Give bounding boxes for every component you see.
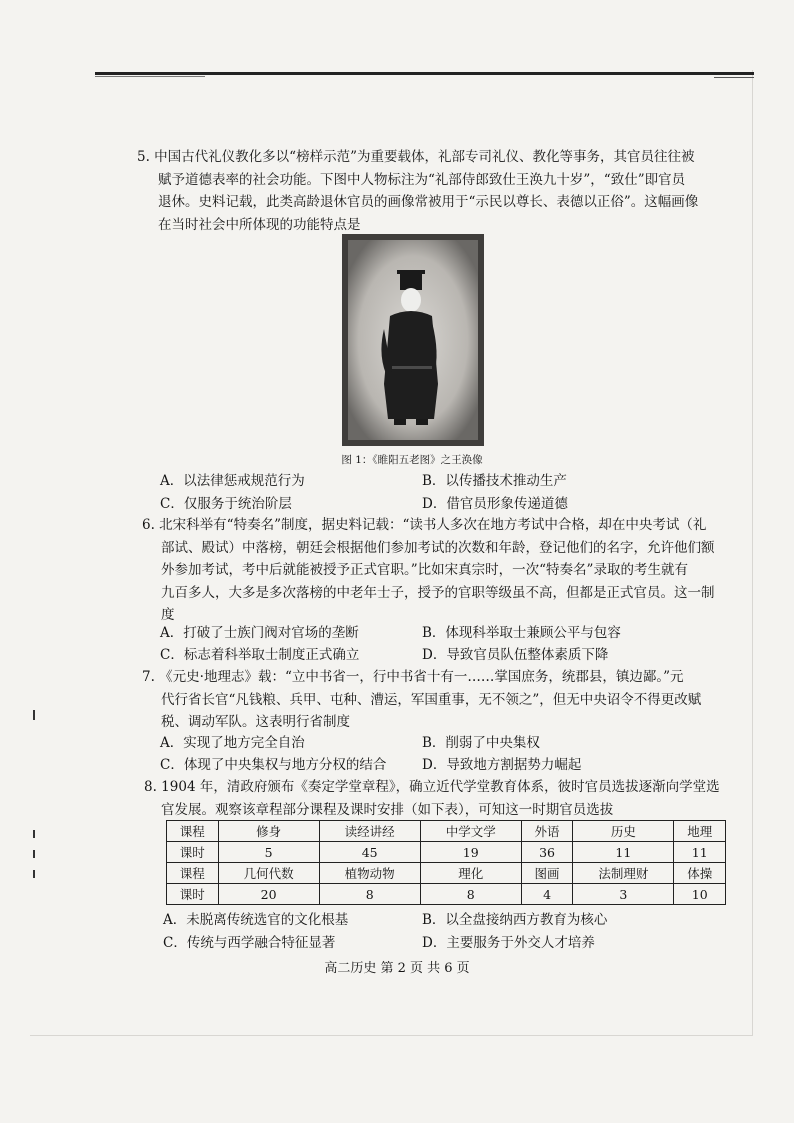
table-cell: 20 — [218, 884, 319, 905]
option-b[interactable]: B．以全盘接纳西方教育为核心 — [422, 912, 608, 928]
table-cell: 几何代数 — [218, 863, 319, 884]
option-b[interactable]: B．削弱了中央集权 — [422, 735, 540, 751]
table-cell: 11 — [674, 842, 726, 863]
table-cell: 3 — [573, 884, 674, 905]
table-cell: 地理 — [674, 821, 726, 842]
table-row — [167, 884, 726, 905]
table-cell: 法制理财 — [573, 863, 674, 884]
option-d[interactable]: D．借官员形象传递道德 — [422, 496, 568, 512]
margin-mark — [33, 870, 35, 878]
table-cell: 11 — [573, 842, 674, 863]
table-cell: 4 — [521, 884, 573, 905]
table-cell: 外语 — [521, 821, 573, 842]
margin-mark — [33, 710, 35, 720]
question-5-line: 5. 中国古代礼仪教化多以“榜样示范”为重要载体，礼部专司礼仪、教化等事务，其官员往往被 — [137, 149, 695, 165]
question-7-line: 7. 《元史·地理志》载：“立中书省一，行中书省十有一……掌国庶务，统郡县，镇边鄙。”元 — [142, 669, 684, 685]
table-cell: 36 — [521, 842, 573, 863]
question-7-line: 代行省长官“凡钱粮、兵甲、屯种、漕运，军国重事，无不领之”，但无中央诏令不得更改赋 — [161, 691, 702, 708]
option-c[interactable]: C．标志着科举取士制度正式确立 — [160, 647, 360, 663]
option-c[interactable]: C．仅服务于统治阶层 — [160, 496, 292, 512]
question-5-line: 赋予道德表率的社会功能。下图中人物标注为“礼部侍郎致仕王涣九十岁”，“致仕”即官员 — [158, 171, 686, 188]
header-rule — [95, 72, 754, 75]
question-5 — [137, 146, 717, 236]
question-8 — [144, 776, 724, 821]
table-cell: 历史 — [573, 821, 674, 842]
option-a[interactable]: A．打破了士族门阀对官场的垄断 — [160, 625, 359, 641]
margin-mark — [33, 850, 35, 858]
option-a[interactable]: A．以法律惩戒规范行为 — [160, 473, 305, 489]
table-row — [167, 863, 726, 884]
table-cell: 19 — [420, 842, 521, 863]
question-6-line: 部试、殿试）中落榜，朝廷会根据他们参加考试的次数和年龄，登记他们的名字，允许他们额 — [161, 539, 715, 556]
page-footer: 高二历史 第 2 页 共 6 页 — [324, 961, 470, 976]
table-cell: 中学文学 — [420, 821, 521, 842]
table-cell: 5 — [218, 842, 319, 863]
table-cell: 10 — [674, 884, 726, 905]
margin-mark — [33, 830, 35, 838]
table-cell: 读经讲经 — [319, 821, 420, 842]
option-c[interactable]: C．体现了中央集权与地方分权的结合 — [160, 757, 387, 773]
table-cell: 体操 — [674, 863, 726, 884]
table-cell: 植物动物 — [319, 863, 420, 884]
table-row — [167, 821, 726, 842]
portrait-figure — [342, 234, 484, 446]
table-cell: 8 — [319, 884, 420, 905]
table-cell: 理化 — [420, 863, 521, 884]
table-cell: 课程 — [167, 863, 219, 884]
option-c[interactable]: C．传统与西学融合特征显著 — [163, 935, 336, 951]
table-cell: 课时 — [167, 842, 219, 863]
table-row — [167, 842, 726, 863]
header-rule-thin-right — [714, 77, 754, 78]
question-7-line: 税、调动军队。这表明行省制度 — [161, 714, 350, 730]
table-cell: 8 — [420, 884, 521, 905]
option-b[interactable]: B．体现科举取士兼顾公平与包容 — [422, 625, 621, 641]
question-6 — [142, 514, 722, 627]
question-8-line: 8. 1904 年，清政府颁布《奏定学堂章程》，确立近代学堂教育体系，彼时官员选拔逐渐向学堂选 — [144, 779, 720, 795]
table-cell: 课程 — [167, 821, 219, 842]
option-a[interactable]: A．未脱离传统选官的文化根基 — [163, 912, 349, 928]
question-6-line: 外参加考试，考中后就能被授予正式官职。”比如宋真宗时，一次“特奏名”录取的考生就有 — [161, 562, 688, 578]
table-cell: 45 — [319, 842, 420, 863]
figure-caption: 图 1：《睢阳五老图》之王涣像 — [341, 454, 483, 466]
question-8-line: 官发展。观察该章程部分课程及课时安排（如下表），可知这一时期官员选拔 — [161, 801, 614, 818]
table-cell: 图画 — [521, 863, 573, 884]
question-6-line: 九百多人，大多是多次落榜的中老年士子，授予的官职等级虽不高，但都是正式官员。这一制 — [161, 584, 715, 601]
table-cell: 课时 — [167, 884, 219, 905]
option-d[interactable]: D．主要服务于外交人才培养 — [422, 935, 595, 951]
option-a[interactable]: A．实现了地方完全自治 — [160, 735, 305, 751]
header-rule-thin — [95, 76, 205, 77]
option-d[interactable]: D．导致官员队伍整体素质下降 — [422, 647, 609, 663]
option-b[interactable]: B．以传播技术推动生产 — [422, 473, 567, 489]
question-6-line: 6. 北宋科举有“特奏名”制度，据史料记载：“读书人多次在地方考试中合格，却在中央考试（礼 — [142, 517, 707, 533]
portrait-image — [342, 234, 484, 446]
question-5-line: 在当时社会中所体现的功能特点是 — [158, 216, 361, 233]
option-d[interactable]: D．导致地方割据势力崛起 — [422, 757, 582, 773]
course-hours-table — [166, 820, 726, 905]
table-cell: 修身 — [218, 821, 319, 842]
question-6-line: 度 — [161, 607, 175, 623]
question-7 — [142, 666, 722, 734]
question-5-line: 退休。史料记载，此类高龄退休官员的画像常被用于“示民以尊长、表德以正俗”。这幅画像 — [158, 194, 699, 210]
